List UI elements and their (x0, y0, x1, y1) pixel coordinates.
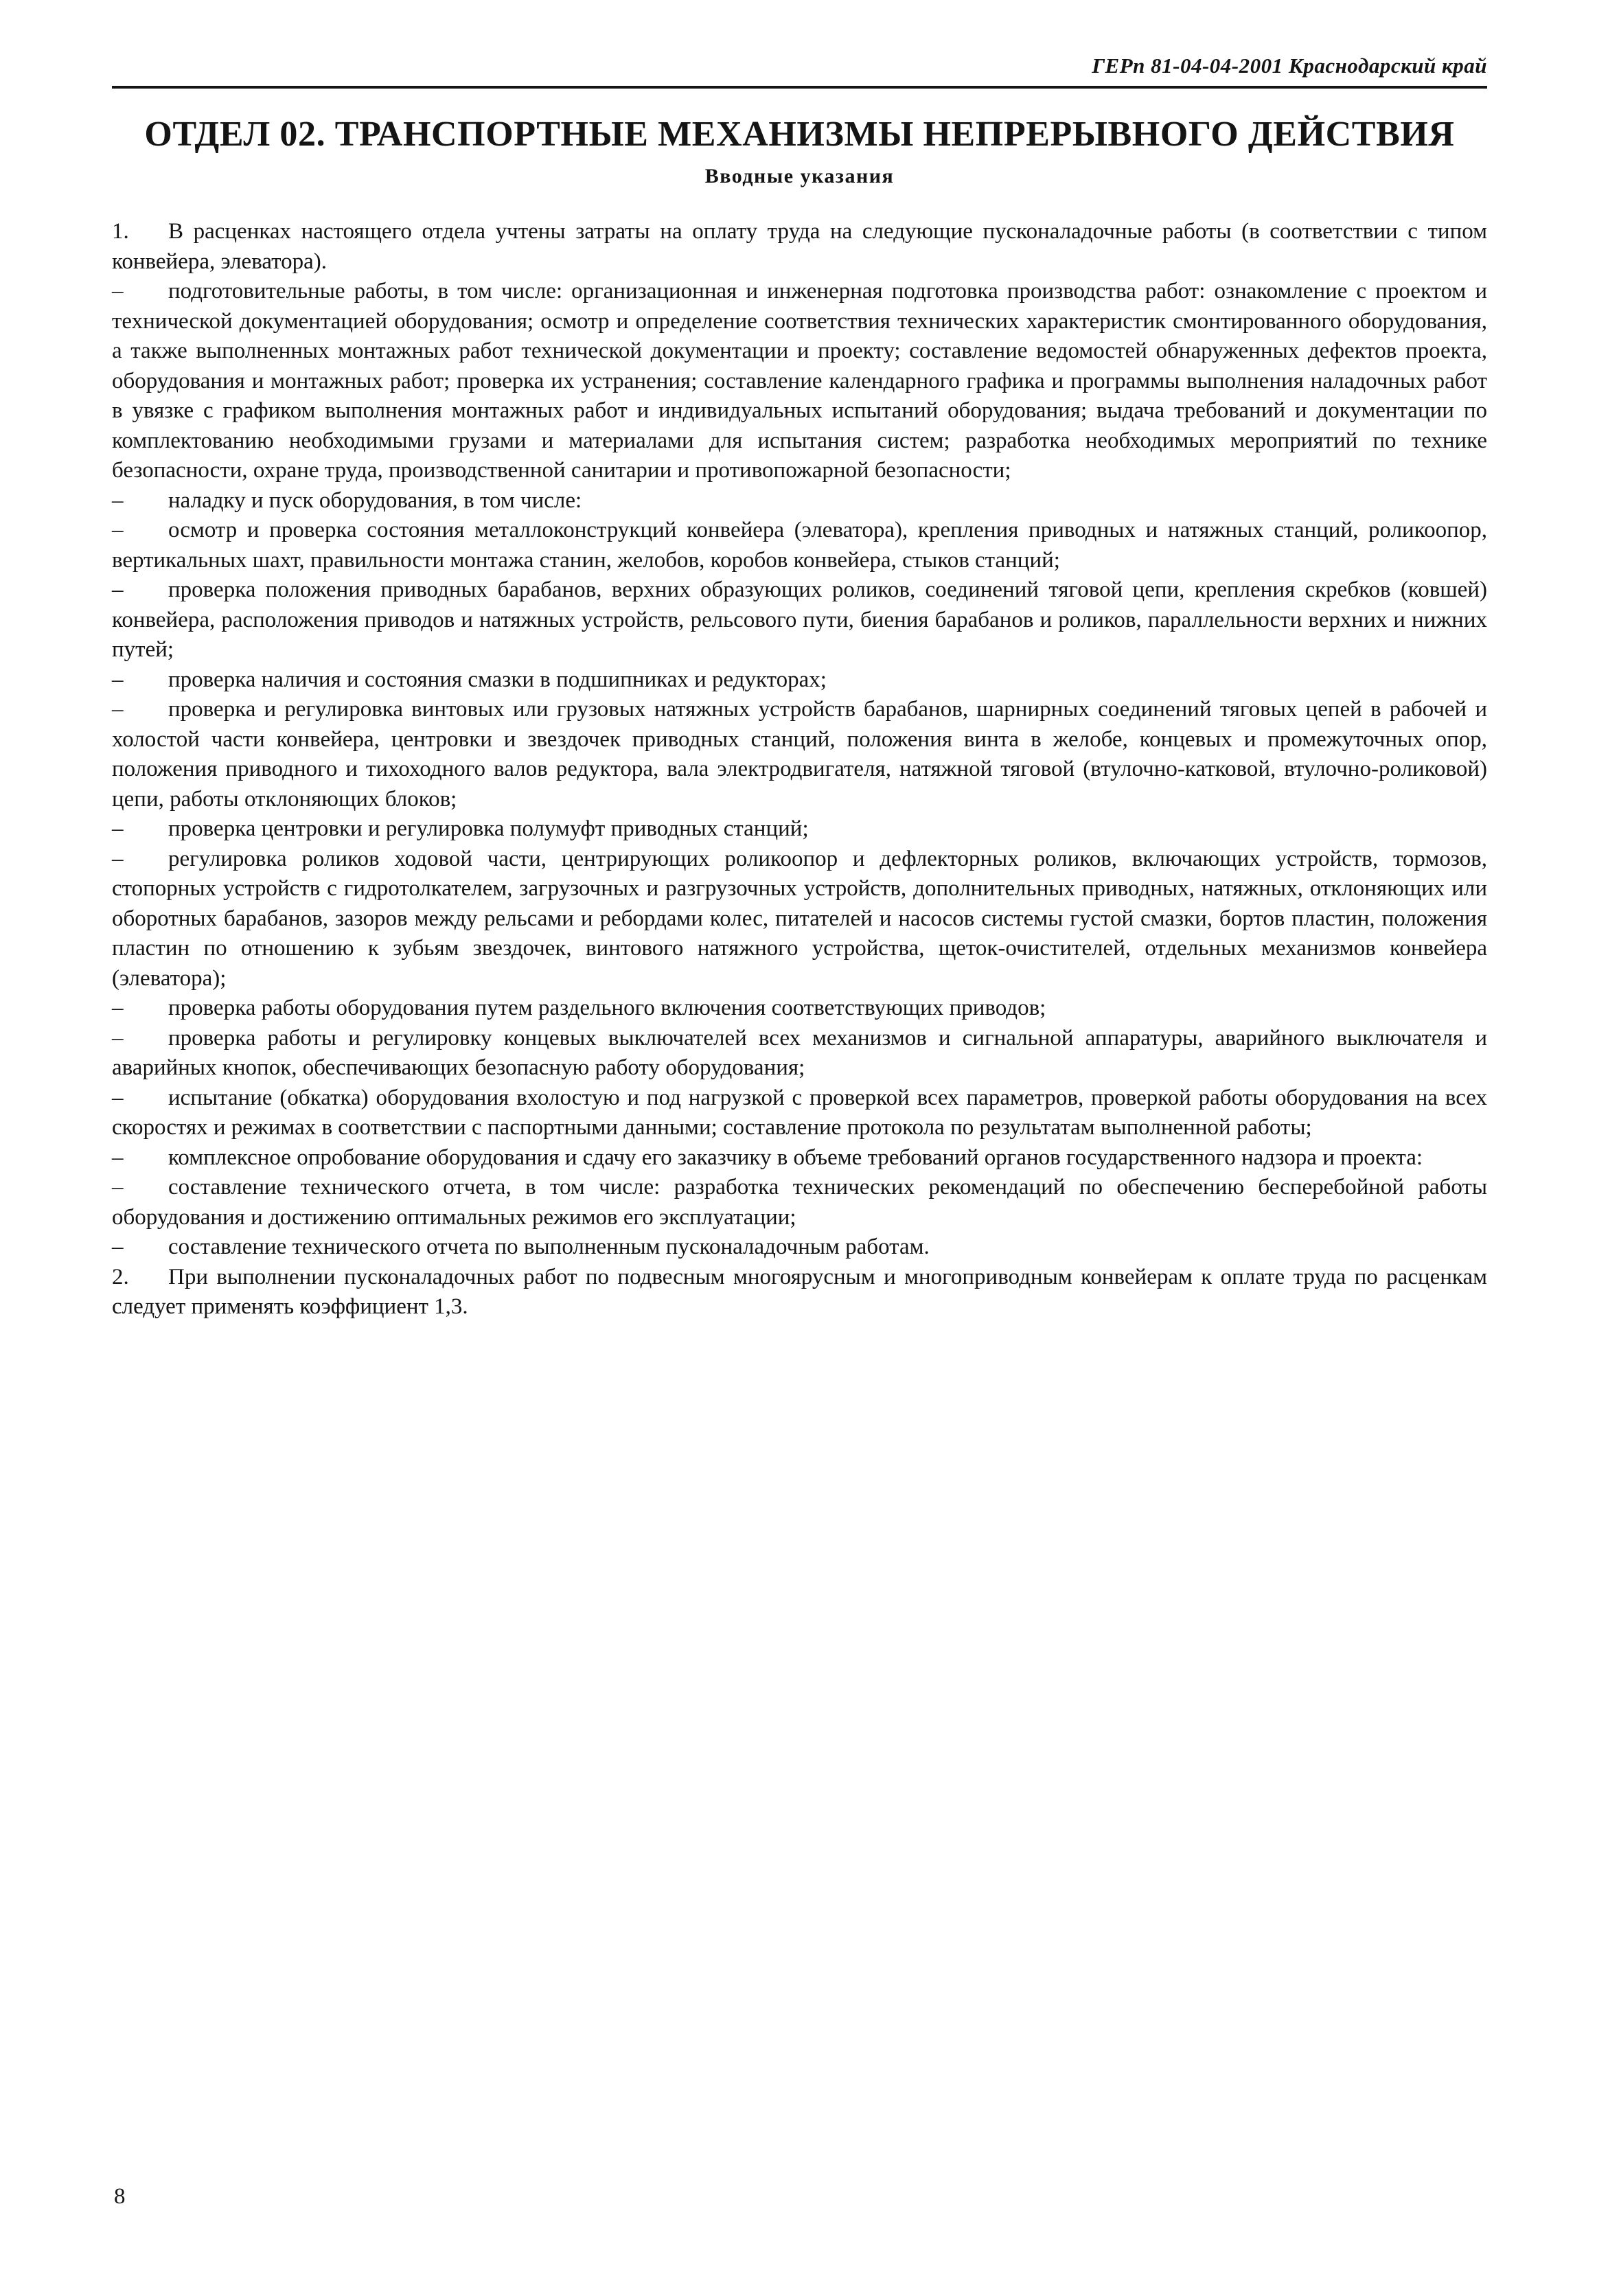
list-dash: – (112, 996, 124, 1020)
list-dash: – (112, 1085, 124, 1110)
list-item-text: осмотр и проверка состояния металлоконструкций конвейера (элеватора), крепления приводных и натяжных станций, роликоопор, вертикальных шахт, правильности монтажа станин, желобов, коробов конвейера, стыков станций; (112, 518, 1487, 573)
list-dash: – (112, 577, 124, 602)
list-item-text: проверка центровки и регулировка полумуфт приводных станций; (168, 816, 809, 841)
document-body (112, 217, 1487, 1322)
list-item-text: проверка наличия и состояния смазки в подшипниках и редукторах; (168, 667, 827, 692)
list-item (112, 994, 1487, 1024)
section-title: ОТДЕЛ 02. ТРАНСПОРТНЫЕ МЕХАНИЗМЫ НЕПРЕРЫВНОГО ДЕЙСТВИЯ (144, 115, 1455, 154)
list-item (112, 575, 1487, 665)
list-dash: – (112, 1175, 124, 1199)
list-item (112, 1024, 1487, 1083)
list-item-text: наладку и пуск оборудования, в том числе: (168, 487, 582, 513)
list-item (112, 1173, 1487, 1232)
list-item (112, 695, 1487, 814)
list-item-text: проверка работы оборудования путем раздельного включения соответствующих приводов; (168, 996, 1046, 1020)
paragraph-2 (112, 1263, 1487, 1322)
list-item-text: испытание (обкатка) оборудования вхолостую и под нагрузкой с проверкой всех параметров, проверкой работы оборудования на всех скоростях и режимах в соответствии с паспортными данными; составление протокола по результатам выполненной работы; (112, 1085, 1487, 1140)
list-dash: – (112, 667, 124, 692)
list-item-text: подготовительные работы, в том числе: организационная и инженерная подготовка производства работ: ознакомление с проектом и технической документацией оборудования; осмотр и определение соответствия технических характеристик смонтированного оборудования, а также выполненных монтажных работ технической документации и проекту; составление ведомостей обнаруженных дефектов проекта, оборудования и монтажных работ; проверка их устранения; составление календарного графика и программы выполнения наладочных работ в увязке с графиком выполнения монтажных работ и индивидуальных испытаний оборудования; выдача требований и документации по комплектованию необходимыми грузами и материалами для испытания систем; разработка необходимых мероприятий по технике безопасности, охране труда, производственной санитарии и противопожарной безопасности; (112, 279, 1487, 483)
list-dash: – (112, 1025, 124, 1051)
list-item-text: составление технического отчета, в том числе: разработка технических рекомендаций по обеспечению бесперебойной работы оборудования и достижению оптимальных режимов его эксплуатации; (112, 1175, 1487, 1230)
list-item (112, 1143, 1487, 1173)
list-item (112, 1083, 1487, 1143)
list-item (112, 516, 1487, 575)
paragraph-text: При выполнении пусконаладочных работ по подвесным многоярусным и многоприводным конвейерам к оплате труда по расценкам следует применять коэффициент 1,3. (112, 1264, 1487, 1319)
list-item-text: составление технического отчета по выполненным пусконаладочным работам. (168, 1235, 930, 1259)
list-dash: – (112, 518, 124, 542)
list-dash: – (112, 279, 124, 303)
list-item (112, 845, 1487, 994)
list-item (112, 486, 1487, 516)
list-item (112, 1232, 1487, 1263)
list-dash: – (112, 816, 124, 841)
list-item (112, 814, 1487, 845)
list-item-text: проверка положения приводных барабанов, верхних образующих роликов, соединений тяговой цепи, крепления скребков (ковшей) конвейера, расположения приводов и натяжных устройств, рельсового пути, биения барабанов и роликов, параллельности верхних и нижних путей; (112, 577, 1487, 662)
paragraph-number: 1. (112, 219, 129, 244)
running-header: ГЕРп 81-04-04-2001 Краснодарский край (1092, 54, 1487, 78)
list-dash: – (112, 1235, 124, 1259)
paragraph-number: 2. (112, 1264, 129, 1289)
list-item (112, 277, 1487, 486)
section-subtitle: Вводные указания (704, 165, 895, 187)
list-dash: – (112, 697, 124, 722)
list-dash: – (112, 1145, 124, 1170)
list-item (112, 665, 1487, 696)
list-item-text: комплексное опробование оборудования и сдачу его заказчику в объеме требований органов государственного надзора и проекта: (168, 1145, 1423, 1170)
list-dash: – (112, 487, 124, 513)
list-item-text: регулировка роликов ходовой части, центрирующих роликоопор и дефлекторных роликов, включающих устройств, тормозов, стопорных устройств с гидротолкателем, загрузочных и разгрузочных устройств, дополнительных приводных, натяжных, отклоняющих или оборотных барабанов, зазоров между рельсами и ребордами колес, питателей и насосов системы густой смазки, бортов пластин, положения пластин по отношению к зубьям звездочек, винтового натяжного устройства, щеток-очистителей, отдельных механизмов конвейера (элеватора); (112, 846, 1487, 991)
header-rule (112, 86, 1487, 89)
paragraph-1 (112, 217, 1487, 277)
paragraph-text: В расценках настоящего отдела учтены затраты на оплату труда на следующие пусконаладочные работы (в соответствии с типом конвейера, элеватора). (112, 219, 1487, 274)
list-item-text: проверка и регулировка винтовых или грузовых натяжных устройств барабанов, шарнирных соединений тяговых цепей в рабочей и холостой части конвейера, центровки и звездочек приводных станций, положения винта в желобе, концевых и промежуточных опор, положения приводного и тихоходного валов редуктора, вала электродвигателя, натяжной тяговой (втулочно-катковой, втулочно-роликовой) цепи, работы отклоняющих блоков; (112, 697, 1487, 812)
list-item-text: проверка работы и регулировку концевых выключателей всех механизмов и сигнальной аппаратуры, аварийного выключателя и аварийных кнопок, обеспечивающих безопасную работу оборудования; (112, 1025, 1487, 1080)
list-dash: – (112, 846, 124, 871)
page-number: 8 (114, 2184, 126, 2209)
